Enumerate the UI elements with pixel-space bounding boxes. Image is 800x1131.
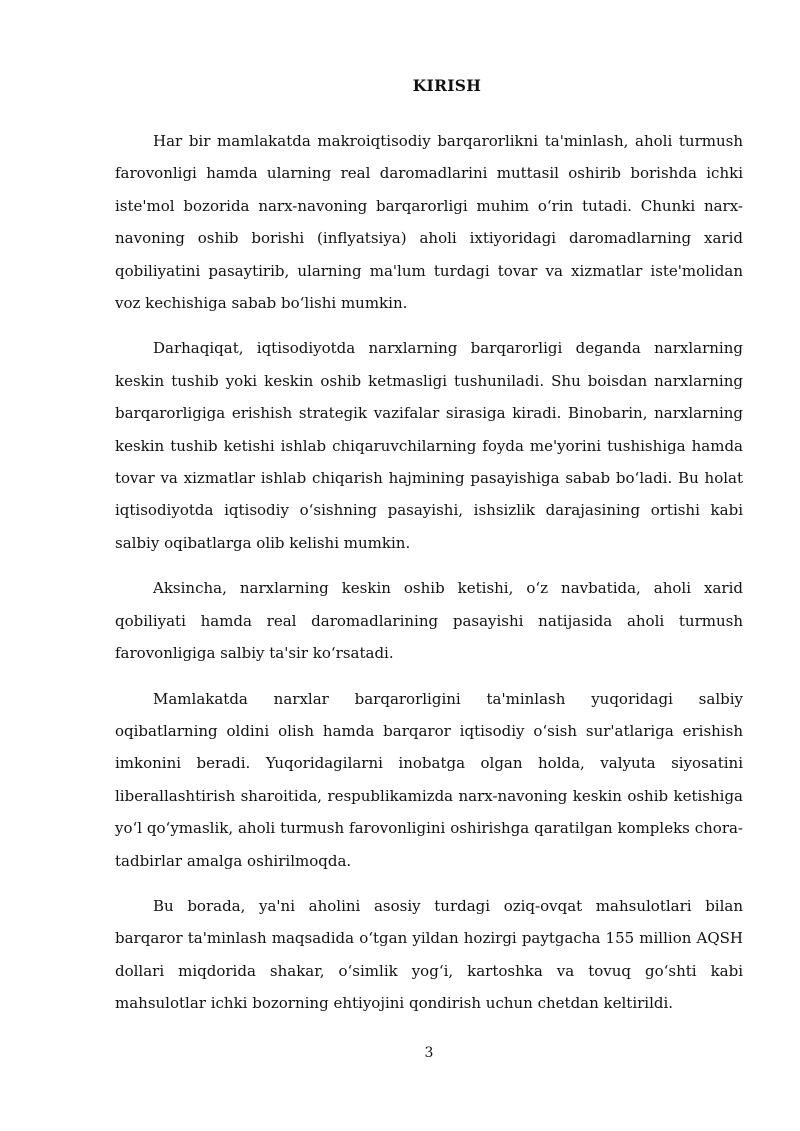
paragraph: Darhaqiqat, iqtisodiyotda narxlarning barqarorligi deganda narxlarning keskin tushib yoki keskin oshib ketmasligi tushuniladi. Shu boisdan narxlarning barqarorligiga erishish strategik vazifalar sirasiga kiradi. Binobarin, narxlarning keskin tushib ketishi ishlab chiqaruvchilarning foyda me'yorini tushishiga hamda tovar va xizmatlar ishlab chiqarish hajmining pasayishiga sabab bo‘ladi. Bu holat iqtisodiyotda iqtisodiy o‘sishning pasayishi, ishsizlik darajasining ortishi kabi salbiy oqibatlarga olib kelishi mumkin.: [115, 339, 743, 552]
page-title: KIRISH: [412, 76, 482, 95]
body-text: [115, 125, 743, 1033]
paragraph: Mamlakatda narxlar barqarorligini ta'minlash yuqoridagi salbiy oqibatlarning oldini olish hamda barqaror iqtisodiy o‘sish sur'atlariga erishish imkonini beradi. Yuqoridagilarni inobatga olgan holda, valyuta siyosatini liberallashtirish sharoitida, respublikamizda narx-navoning keskin oshib ketishiga yo‘l qo‘ymaslik, aholi turmush farovonligini oshirishga qaratilgan kompleks chora-tadbirlar amalga oshirilmoqda.: [115, 689, 743, 870]
paragraph: Bu borada, ya'ni aholini asosiy turdagi oziq-ovqat mahsulotlari bilan barqaror ta'minlash maqsadida o‘tgan yildan hozirgi paytgacha 155 million AQSH dollari miqdorida shakar, o‘simlik yog‘i, kartoshka va tovuq go‘shti kabi mahsulotlar ichki bozorning ehtiyojini qondirish uchun chetdan keltirildi.: [115, 896, 743, 1013]
paragraph: Aksincha, narxlarning keskin oshib ketishi, o‘z navbatida, aholi xarid qobiliyati hamda real daromadlarining pasayishi natijasida aholi turmush farovonligiga salbiy ta'sir ko‘rsatadi.: [115, 579, 743, 663]
paragraph: Har bir mamlakatda makroiqtisodiy barqarorlikni ta'minlash, aholi turmush farovonligi hamda ularning real daromadlarini muttasil oshirib borishda ichki iste'mol bozorida narx-navoning barqarorligi muhim o‘rin tutadi. Chunki narx-navoning oshib borishi (inflyatsiya) aholi ixtiyoridagi daromadlarning xarid qobiliyatini pasaytirib, ularning ma'lum turdagi tovar va xizmatlar iste'molidan voz kechishiga sabab bo‘lishi mumkin.: [115, 132, 743, 313]
page-number: 3: [424, 1045, 434, 1061]
